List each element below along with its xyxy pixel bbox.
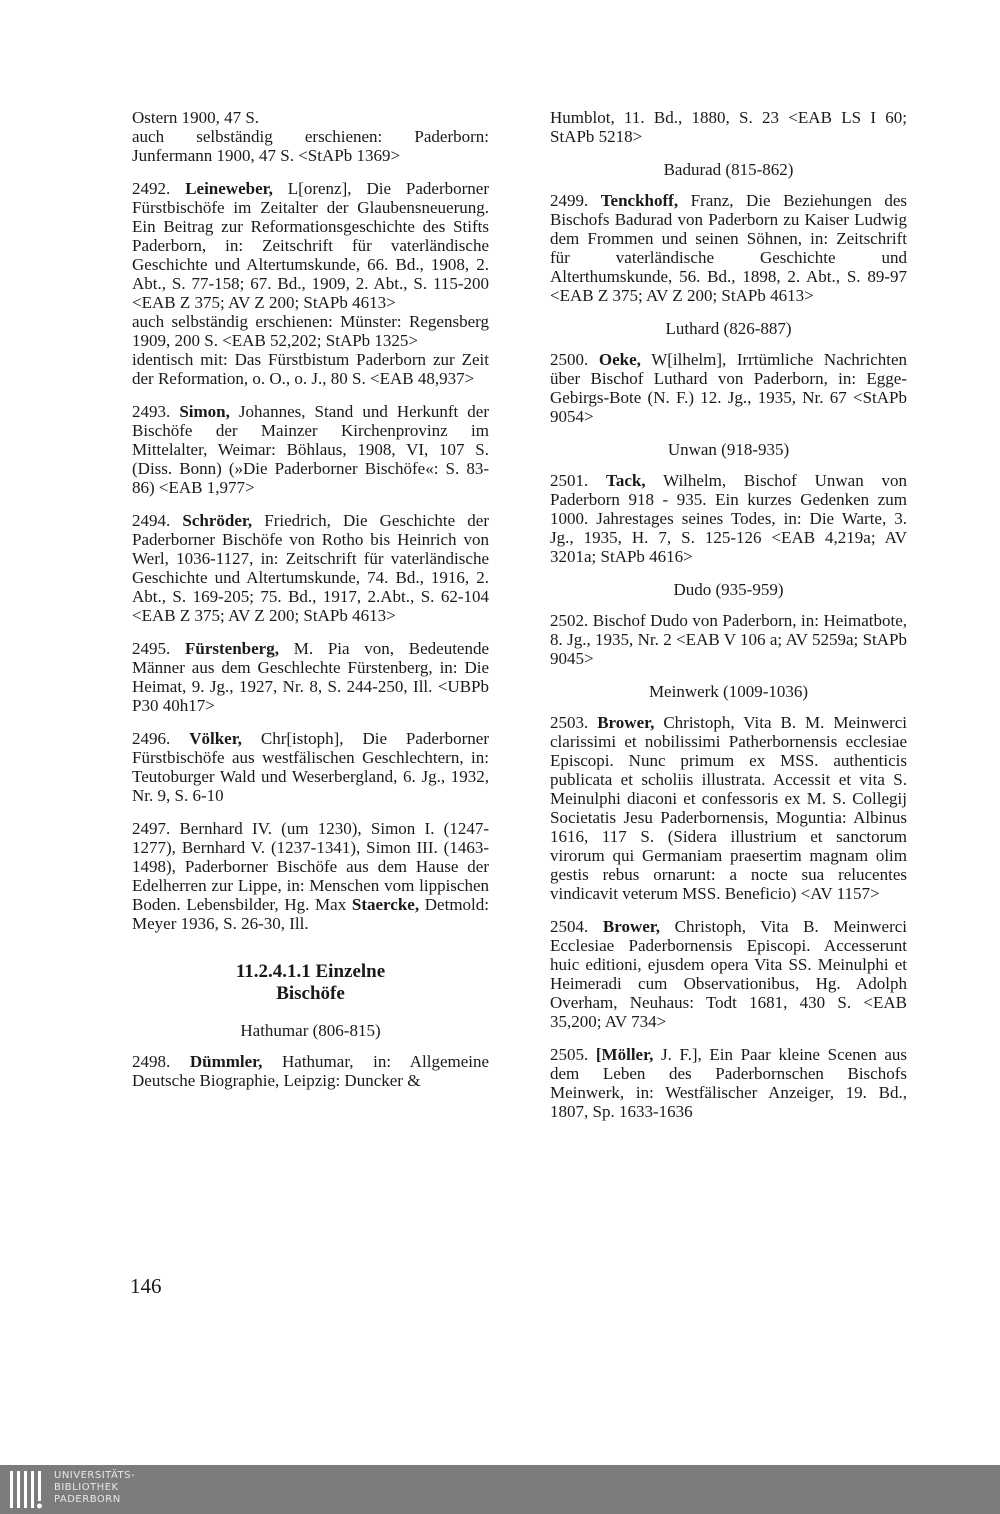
entry-text: identisch mit: Das Fürstbistum Paderborn zur Zeit der Reformation, o. O., o. J., 80 S. <EAB 48,937> [132, 350, 489, 388]
entry-author: Tenckhoff, [600, 191, 679, 210]
entry-author: Leineweber, [185, 179, 273, 198]
entry-text: Wilhelm, Bischof Unwan von Paderborn 918 - 935. Ein kurzes Gedenken zum 1000. Jahrestages seines Todes, in: Die Warte, 3. Jg., 1935, H. 7, S. 125-126 <EAB 4,219a; AV 3201a; StAPb 4616> [550, 471, 907, 566]
entry-text: W[ilhelm], Irrtümliche Nachrichten über Bischof Luthard von Paderborn, in: Egge-Gebirgs-Bote (N. F.) 12. Jg., 1935, Nr. 67 <StAPb 9054> [550, 350, 908, 426]
entry-text: L[orenz], Die Paderborner Fürstbischöfe im Zeitalter der Glaubensneuerung. Ein Beitrag zur Reformationsgeschichte des Stifts Paderborn, in: Zeitschrift für vaterländische Geschichte und Altertumskunde, 66. Bd., 1908, 2. Abt., S. 77-158; 67. Bd., 1909, 2. Abt., S. 115-200 <EAB Z 375; AV Z 200; StAPb 4613> [132, 179, 489, 312]
entry-text: Humblot, 11. Bd., 1880, S. 23 <EAB LS I 60; StAPb 5218> [550, 108, 907, 146]
entry-text: Ostern 1900, 47 S. [132, 108, 260, 127]
left-column [132, 108, 489, 1104]
entry-2495 [132, 639, 489, 715]
page-number: 146 [130, 1274, 162, 1298]
entry-2498-continuation [550, 108, 907, 146]
entry-number: 2492. [132, 179, 171, 198]
entry-text: Detmold: Meyer 1936, S. 26-30, Ill. [132, 895, 489, 933]
entry-text: Franz, Die Beziehungen des Bischofs Badurad von Paderborn zu Kaiser Ludwig dem Frommen und seinen Söhnen, in: Zeitschrift für vaterländische Geschichte und Alterthumskunde, 56. Bd., 1898, 2. Abt., S. 89-97 <EAB Z 375; AV Z 200; StAPb 4613> [550, 191, 908, 305]
entry-number: 2495. [132, 639, 171, 658]
section-heading [132, 961, 489, 1005]
entry-number: 2500. [550, 350, 589, 369]
entry-number: 2504. [550, 917, 589, 936]
entry-author: Fürstenberg, [185, 639, 279, 658]
entry-text: Hathumar, in: Allgemeine Deutsche Biographie, Leipzig: Duncker & [132, 1052, 490, 1090]
entry-author: Brower, [602, 917, 661, 936]
library-logo-icon [4, 1469, 48, 1510]
entry-2498 [132, 1052, 489, 1090]
entry-text: Christoph, Vita B. Meinwerci Ecclesiae Paderbornensis Episcopi. Accesserunt huic editioni, ejusdem opera Vita SS. Meinulphi et Heimeradi cum Observationibus, Hg. Adolph Overham, Neuhaus: Todt 1681, 430 S. <EAB 35,200; AV 734> [550, 917, 907, 1031]
entry-text: Christoph, Vita B. M. Meinwerci clarissimi et nobilissimi Patherbornensis ecclesiae Episcopi. Nunc primum ex MSS. authenticis publicata et scholiis illustrata. Accessit et vita S. Meinulphi diaconi et confessoris ex M. S. Collegij Societatis Jesu Paderbornensis, Moguntia: Albinus 1616, 117 S. (Sidera illustrium et sanctorum virorum qui Germaniam praesertim magnam olim gestis rebus ornarunt: a nocte sua relucentes vindicavit veterum MSS. Beneficio) <AV 1157> [550, 713, 908, 903]
library-footer-bar [0, 1465, 1000, 1514]
entry-number: 2499. [550, 191, 589, 210]
entry-author: Simon, [179, 402, 230, 421]
entry-2492-note-b [132, 350, 489, 388]
entry-text: auch selbständig erschienen: Münster: Regensberg 1909, 200 S. <EAB 52,202; StAPb 1325> [132, 312, 489, 350]
entry-author: [Möller, [595, 1045, 654, 1064]
entry-number: 2503. [550, 713, 589, 732]
entry-2504 [550, 917, 907, 1031]
entry-note [132, 127, 489, 165]
entry-2505 [550, 1045, 907, 1121]
entry-2496 [132, 729, 489, 805]
entry-2499 [550, 191, 907, 305]
entry-author: Tack, [606, 471, 646, 490]
subheading-luthard: Luthard (826-887) [665, 319, 792, 338]
entry-text: Johannes, Stand und Herkunft der Bischöfe der Mainzer Kirchenprovinz im Mittelalter, Weimar: Böhlaus, 1908, VI, 107 S. (Diss. Bonn) (»Die Paderborner Bischöfe«: S. 83-86) <EAB 1,977> [132, 402, 490, 497]
library-name-line-3: PADERBORN [54, 1494, 121, 1505]
entry-author: Dümmler, [189, 1052, 263, 1071]
entry-number: 2498. [132, 1052, 171, 1071]
right-column [550, 108, 907, 1135]
entry-text: 2502. Bischof Dudo von Paderborn, in: Heimatbote, 8. Jg., 1935, Nr. 2 <EAB V 106 a; AV 5259a; StAPb 9045> [550, 611, 907, 668]
entry-number: 2494. [132, 511, 171, 530]
section-heading-line-2: Bischöfe [276, 983, 345, 1004]
library-name [54, 1470, 135, 1506]
subheading-hathumar: Hathumar (806-815) [240, 1021, 381, 1040]
entry-number: 2496. [132, 729, 171, 748]
entry-2503 [550, 713, 907, 903]
subheading-unwan: Unwan (918-935) [667, 440, 790, 459]
entry-2493 [132, 402, 489, 497]
entry-text: M. Pia von, Bedeutende Männer aus dem Geschlechte Fürstenberg, in: Die Heimat, 9. Jg., 1927, Nr. 8, S. 244-250, Ill. <UBPb P30 40h17> [132, 639, 490, 715]
library-name-line-2: BIBLIOTHEK [54, 1482, 119, 1493]
entry-continuation [132, 108, 489, 127]
entry-author: Schröder, [182, 511, 253, 530]
entry-text: Friedrich, Die Geschichte der Paderborner Bischöfe von Rotho bis Heinrich von Werl, 1036-1127, in: Zeitschrift für vaterländische Geschichte und Altertumskunde, 74. Bd., 1916, 2. Abt., S. 169-205; 75. Bd., 1917, 2.Abt., S. 62-104 <EAB Z 375; AV Z 200; StAPb 4613> [132, 511, 490, 625]
entry-text: auch selbständig erschienen: Paderborn: Junfermann 1900, 47 S. <StAPb 1369> [132, 127, 489, 165]
entry-number: 2493. [132, 402, 171, 421]
subheading-badurad: Badurad (815-862) [663, 160, 794, 179]
library-name-line-1: UNIVERSITÄTS- [54, 1470, 136, 1481]
subheading-dudo: Dudo (935-959) [673, 580, 784, 599]
entry-2492-note-a [132, 312, 489, 350]
entry-2497 [132, 819, 489, 933]
entry-author: Staercke, [351, 895, 420, 914]
entry-number: 2501. [550, 471, 589, 490]
entry-2494 [132, 511, 489, 625]
entry-author: Völker, [189, 729, 242, 748]
entry-text: 2497. Bernhard IV. (um 1230), Simon I. (1247-1277), Bernhard V. (1237-1341), Simon III. (1463-1498), Paderborner Bischöfe aus dem Hause der Edelherren zur Lippe, in: Menschen vom lippischen Boden. Lebensbilder, Hg. Max [132, 819, 489, 914]
entry-author: Oeke, [598, 350, 641, 369]
entry-2492 [132, 179, 489, 312]
subheading-meinwerk: Meinwerk (1009-1036) [648, 682, 809, 701]
entry-text: Chr[istoph], Die Paderborner Fürstbischöfe aus westfälischen Geschlechtern, in: Teutoburger Wald und Weserbergland, 6. Jg., 1932, Nr. 9, S. 6-10 [132, 729, 489, 805]
entry-text: J. F.], Ein Paar kleine Scenen aus dem Leben des Paderbornschen Bischofs Meinwerk, in: Westfälischer Anzeiger, 19. Bd., 1807, Sp. 1633-1636 [550, 1045, 908, 1121]
entry-number: 2505. [550, 1045, 589, 1064]
entry-2501 [550, 471, 907, 566]
entry-2500 [550, 350, 907, 426]
section-heading-line-1: 11.2.4.1.1 Einzelne [235, 961, 386, 982]
entry-2502 [550, 611, 907, 668]
entry-author: Brower, [597, 713, 655, 732]
